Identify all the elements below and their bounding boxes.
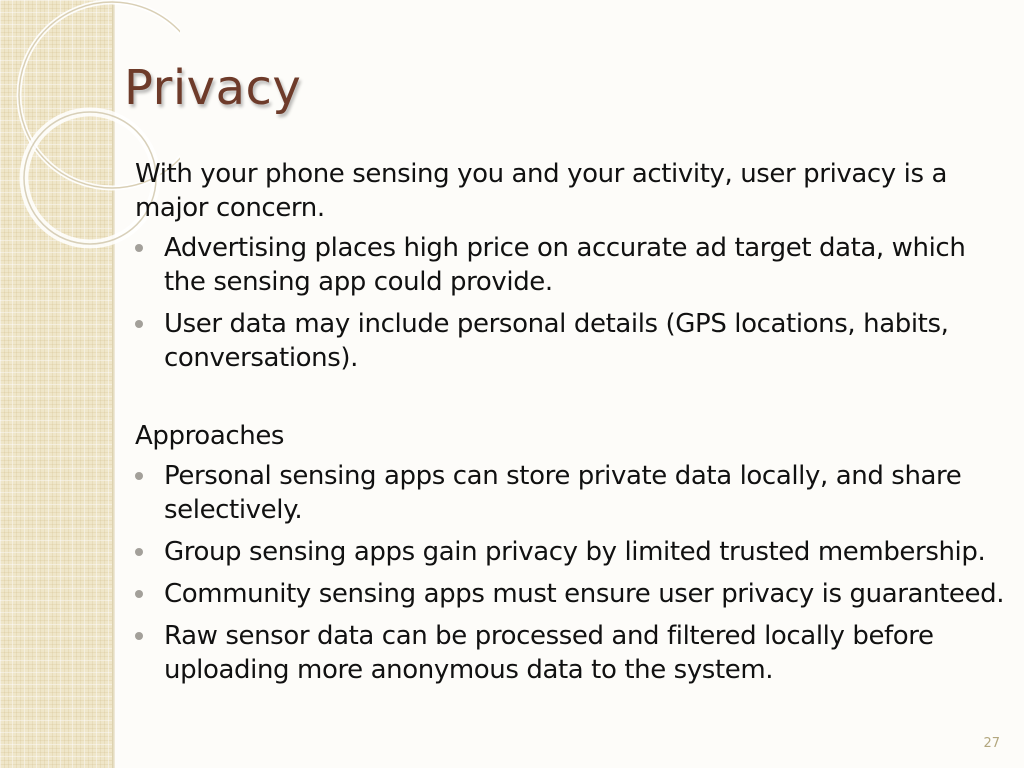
list-item bbox=[135, 459, 1005, 527]
bullet-text: Raw sensor data can be processed and filtered locally before uploading more anonymous data to the system. bbox=[164, 621, 934, 685]
bullet-icon bbox=[135, 244, 143, 252]
bullet-text: Community sensing apps must ensure user privacy is guaranteed. bbox=[164, 579, 1005, 609]
list-item bbox=[135, 577, 1005, 611]
bullet-icon bbox=[135, 590, 143, 598]
page-number: 27 bbox=[983, 736, 1000, 751]
approaches-heading: Approaches bbox=[135, 421, 285, 451]
bullet-icon bbox=[135, 632, 143, 640]
bullet-icon bbox=[135, 472, 143, 480]
intro-text: With your phone sensing you and your activity, user privacy is a major concern. bbox=[135, 159, 948, 223]
list-item bbox=[135, 231, 1005, 299]
slide-body bbox=[135, 157, 1005, 695]
bullet-icon bbox=[135, 548, 143, 556]
bullet-text: User data may include personal details (GPS locations, habits, conversations). bbox=[164, 309, 949, 373]
bullet-text: Group sensing apps gain privacy by limited trusted membership. bbox=[164, 537, 986, 567]
list-item bbox=[135, 535, 1005, 569]
slide-title: Privacy bbox=[124, 60, 302, 116]
bullet-icon bbox=[135, 320, 143, 328]
bullet-text: Advertising places high price on accurate ad target data, which the sensing app could provide. bbox=[164, 233, 966, 297]
list-item bbox=[135, 307, 1005, 375]
list-item bbox=[135, 619, 1005, 687]
approach-list bbox=[135, 459, 1005, 687]
concern-list bbox=[135, 231, 1005, 375]
bullet-text: Personal sensing apps can store private data locally, and share selectively. bbox=[164, 461, 962, 525]
spacer bbox=[135, 383, 1005, 419]
